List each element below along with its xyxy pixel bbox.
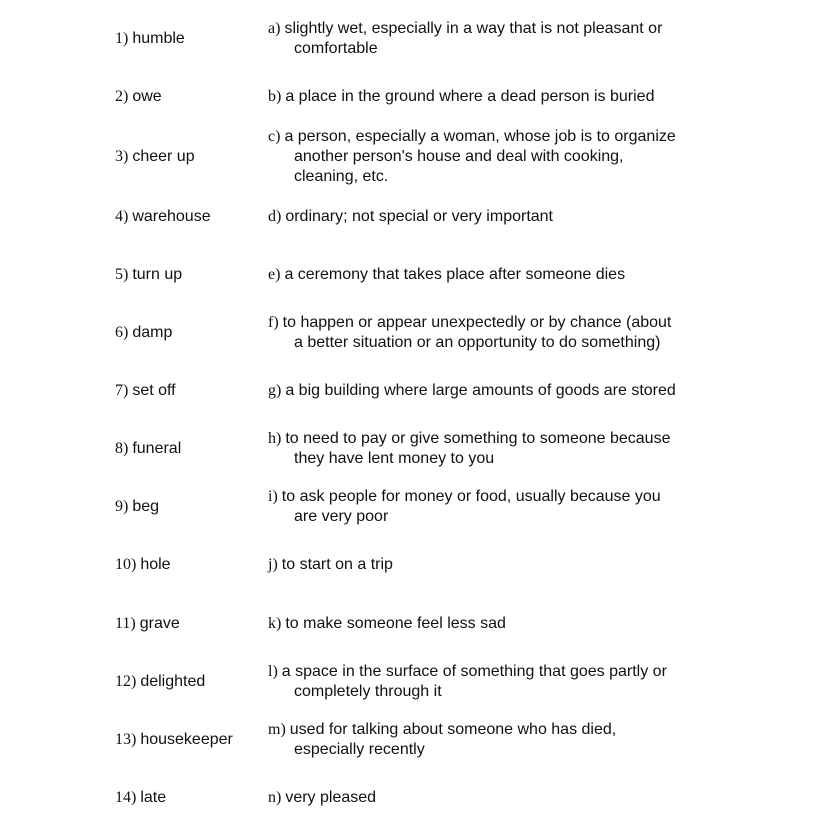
definition-text: to make someone feel less sad	[285, 615, 506, 632]
definition-line	[268, 555, 813, 575]
term-item	[115, 128, 195, 186]
term-number: 14)	[115, 789, 137, 806]
term-item	[115, 653, 205, 711]
definition-item	[268, 10, 813, 68]
definition-text: to need to pay or give something to someone because	[285, 430, 671, 447]
term-word: grave	[139, 615, 180, 632]
matching-row-2	[0, 68, 828, 126]
definition-letter: j)	[268, 556, 278, 573]
term-word: delighted	[140, 673, 206, 690]
definition-item	[268, 188, 813, 246]
definition-text: a place in the ground where a dead person is buried	[285, 88, 655, 105]
term-word: set off	[132, 382, 176, 399]
definition-item	[268, 711, 813, 769]
definition-text: used for talking about someone who has died,	[289, 721, 617, 738]
matching-row-7	[0, 362, 828, 420]
definition-letter: c)	[268, 128, 281, 145]
matching-row-12	[0, 653, 828, 711]
term-number: 3)	[115, 148, 129, 165]
definition-letter: l)	[268, 663, 278, 680]
term-item	[115, 536, 171, 594]
term-word: cheer up	[132, 148, 195, 165]
term-number: 1)	[115, 30, 129, 47]
definition-line	[268, 487, 813, 507]
definition-item	[268, 595, 813, 653]
definition-line	[268, 265, 813, 285]
matching-row-6	[0, 304, 828, 362]
term-number: 9)	[115, 498, 129, 515]
definition-letter: b)	[268, 88, 282, 105]
definition-line-continuation: cleaning, etc.	[294, 168, 389, 185]
matching-row-14	[0, 769, 828, 827]
term-word: beg	[132, 498, 160, 515]
definition-letter: e)	[268, 266, 281, 283]
term-word: turn up	[132, 266, 183, 283]
definition-line	[268, 429, 813, 449]
definition-line	[268, 662, 813, 682]
definition-line-continuation: especially recently	[294, 741, 425, 758]
term-item	[115, 478, 159, 536]
definition-item	[268, 653, 813, 711]
definition-letter: n)	[268, 789, 282, 806]
definition-line-continuation: comfortable	[294, 40, 378, 57]
definition-letter: i)	[268, 488, 278, 505]
definition-item	[268, 362, 813, 420]
term-item	[115, 362, 176, 420]
term-item	[115, 769, 166, 827]
matching-row-9	[0, 478, 828, 536]
definition-line	[268, 87, 813, 107]
term-number: 5)	[115, 266, 129, 283]
term-number: 7)	[115, 382, 129, 399]
term-number: 10)	[115, 556, 137, 573]
definition-letter: a)	[268, 20, 281, 37]
matching-row-8	[0, 420, 828, 478]
definition-item	[268, 246, 813, 304]
definition-text: to happen or appear unexpectedly or by chance (about	[282, 314, 672, 331]
definition-line	[268, 614, 813, 634]
matching-row-13	[0, 711, 828, 769]
definition-line	[268, 788, 813, 808]
definition-letter: k)	[268, 615, 282, 632]
matching-row-10	[0, 536, 828, 594]
term-number: 13)	[115, 731, 137, 748]
definition-letter: m)	[268, 721, 286, 738]
term-word: warehouse	[132, 208, 211, 225]
matching-row-5	[0, 246, 828, 304]
term-number: 8)	[115, 440, 129, 457]
term-item	[115, 420, 181, 478]
term-number: 12)	[115, 673, 137, 690]
definition-line-continuation: completely through it	[294, 683, 442, 700]
definition-item	[268, 536, 813, 594]
definition-line	[268, 720, 813, 740]
definition-letter: h)	[268, 430, 282, 447]
definition-item	[268, 420, 813, 478]
term-item	[115, 595, 180, 653]
definition-item	[268, 304, 813, 362]
definition-text: to ask people for money or food, usually because you	[281, 488, 661, 505]
definition-item	[268, 769, 813, 827]
definition-line	[268, 313, 813, 333]
term-word: late	[140, 789, 167, 806]
definition-text: a space in the surface of something that goes partly or	[281, 663, 667, 680]
term-item	[115, 68, 162, 126]
term-number: 4)	[115, 208, 129, 225]
definition-text: a person, especially a woman, whose job is to organize	[284, 128, 676, 145]
term-word: owe	[132, 88, 162, 105]
definition-text: slightly wet, especially in a way that is not pleasant or	[284, 20, 663, 37]
definition-text: ordinary; not special or very important	[285, 208, 553, 225]
definition-line	[268, 19, 813, 39]
definition-text: to start on a trip	[281, 556, 393, 573]
definition-item	[268, 478, 813, 536]
term-item	[115, 711, 233, 769]
term-word: housekeeper	[140, 731, 233, 748]
term-item	[115, 246, 182, 304]
definition-line	[268, 207, 813, 227]
definition-text: very pleased	[285, 789, 377, 806]
term-word: humble	[132, 30, 185, 47]
matching-row-1	[0, 10, 828, 68]
definition-line-continuation: they have lent money to you	[294, 450, 495, 467]
term-number: 11)	[115, 615, 136, 632]
matching-row-4	[0, 188, 828, 246]
term-number: 6)	[115, 324, 129, 341]
definition-letter: f)	[268, 314, 279, 331]
definition-letter: d)	[268, 208, 282, 225]
definition-item	[268, 128, 813, 186]
term-item	[115, 10, 185, 68]
definition-letter: g)	[268, 382, 282, 399]
definition-line-continuation: are very poor	[294, 508, 389, 525]
term-word: hole	[140, 556, 171, 573]
matching-row-11	[0, 595, 828, 653]
definition-line-continuation: a better situation or an opportunity to do something)	[294, 334, 661, 351]
matching-row-3	[0, 128, 828, 186]
term-word: damp	[132, 324, 173, 341]
term-item	[115, 188, 211, 246]
definition-line-continuation: another person's house and deal with cooking,	[294, 148, 624, 165]
definition-text: a big building where large amounts of goods are stored	[285, 382, 676, 399]
definition-line	[268, 381, 813, 401]
definition-line	[268, 127, 813, 147]
term-number: 2)	[115, 88, 129, 105]
definition-item	[268, 68, 813, 126]
term-item	[115, 304, 172, 362]
definition-text: a ceremony that takes place after someone dies	[284, 266, 626, 283]
term-word: funeral	[132, 440, 182, 457]
